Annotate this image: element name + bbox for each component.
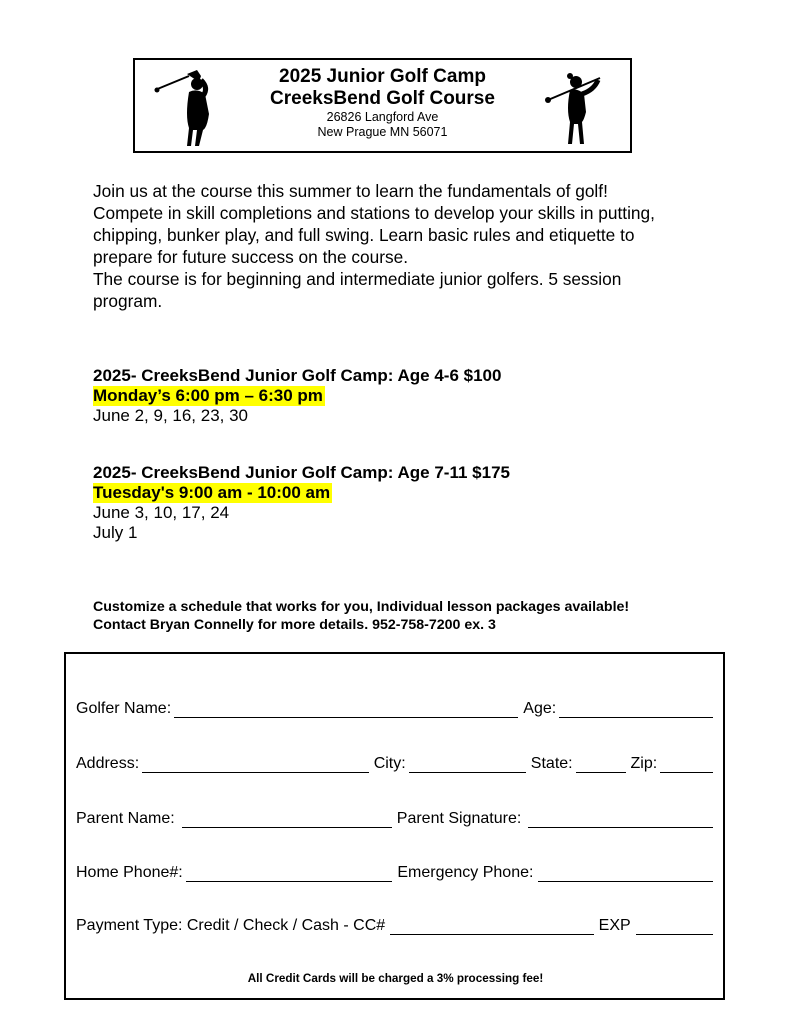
emergency-phone-field[interactable] xyxy=(538,870,713,882)
home-phone-label: Home Phone#: xyxy=(76,864,183,881)
parent-name-field[interactable] xyxy=(182,816,392,828)
form-row-address xyxy=(76,755,713,773)
city-label: City: xyxy=(373,755,406,772)
home-phone-field[interactable] xyxy=(186,870,393,882)
payment-type-label: Payment Type: Credit / Check / Cash - CC# xyxy=(76,917,386,934)
session-title: 2025- CreeksBend Junior Golf Camp: Age 4-6 $100 xyxy=(93,366,502,385)
header-box xyxy=(133,58,632,153)
course-name: CreeksBend Golf Course xyxy=(270,88,495,109)
session-title: 2025- CreeksBend Junior Golf Camp: Age 7-11 $175 xyxy=(93,463,510,482)
session-age-4-6 xyxy=(93,366,501,426)
session-dates: June 2, 9, 16, 23, 30 xyxy=(93,406,249,425)
address-city: New Prague MN 56071 xyxy=(317,125,448,139)
golfer-name-field[interactable] xyxy=(174,706,518,718)
parent-signature-field[interactable] xyxy=(528,816,713,828)
intro-text xyxy=(93,180,673,312)
session-dates: June 3, 10, 17, 24 xyxy=(93,503,230,522)
session-dates-extra: July 1 xyxy=(93,523,138,542)
address-field[interactable] xyxy=(142,761,369,773)
form-row-golfer xyxy=(76,700,713,718)
session-time: Tuesday's 9:00 am - 10:00 am xyxy=(93,483,331,502)
processing-fee-note: All Credit Cards will be charged a 3% processing fee! xyxy=(247,972,544,985)
customize-note xyxy=(93,598,713,634)
parent-signature-label: Parent Signature: xyxy=(396,810,522,827)
intro-paragraph-2: The course is for beginning and intermediate junior golfers. 5 session program. xyxy=(93,269,622,311)
emergency-phone-label: Emergency Phone: xyxy=(397,864,534,881)
session-age-7-11 xyxy=(93,463,510,543)
form-row-parent xyxy=(76,810,713,828)
address-label: Address: xyxy=(76,755,140,772)
age-label: Age: xyxy=(523,700,557,717)
form-row-payment xyxy=(76,917,713,935)
intro-paragraph-1: Join us at the course this summer to learn the fundamentals of golf! Compete in skill completions and stations to develop your skills in putting, chipping, bunker play, and full swing. Learn basic rules and etiquette to prepare for future success on the course. xyxy=(93,181,655,267)
customize-line-1: Customize a schedule that works for you, Individual lesson packages available! xyxy=(93,599,630,615)
age-field[interactable] xyxy=(559,706,713,718)
parent-name-label: Parent Name: xyxy=(76,810,175,827)
exp-label: EXP xyxy=(598,917,631,934)
city-field[interactable] xyxy=(409,761,526,773)
zip-label: Zip: xyxy=(630,755,658,772)
form-row-phone xyxy=(76,864,713,882)
session-time: Monday’s 6:00 pm – 6:30 pm xyxy=(93,386,323,405)
exp-field[interactable] xyxy=(636,923,713,935)
state-label: State: xyxy=(530,755,573,772)
golfer-name-label: Golfer Name: xyxy=(76,700,172,717)
header-text xyxy=(135,66,630,140)
cc-number-field[interactable] xyxy=(390,923,594,935)
camp-title: 2025 Junior Golf Camp xyxy=(279,66,486,87)
zip-field[interactable] xyxy=(660,761,713,773)
contact-line: Contact Bryan Connelly for more details. 952-758-7200 ex. 3 xyxy=(93,617,496,633)
address-street: 26826 Langford Ave xyxy=(326,110,439,124)
state-field[interactable] xyxy=(576,761,626,773)
